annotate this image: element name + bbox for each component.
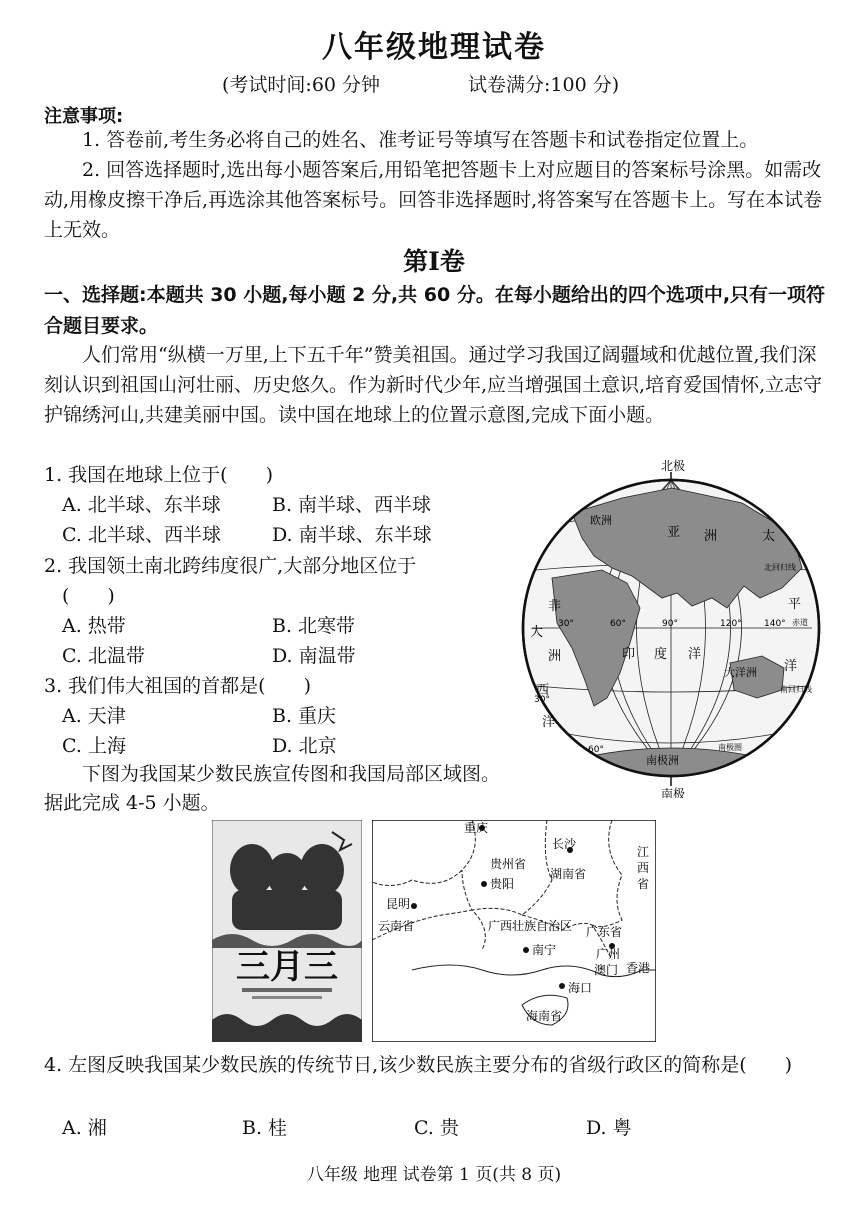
tropic-of-cancer-label: 北回归线 (764, 563, 796, 572)
hongkong-label: 香港 (626, 961, 651, 975)
page-title: 八年级地理试卷 (322, 30, 546, 65)
haikou-dot (559, 983, 565, 989)
guangzhou-label: 广州 (596, 947, 621, 961)
poster-title: 三月三 (236, 947, 338, 987)
indian-ocean-label-2: 度 (654, 647, 668, 662)
hainan-label: 海南省 (526, 1009, 563, 1023)
notice-item-1: 1. 答卷前,考生务必将自己的姓名、准考证号等填写在答题卡和试卷指定位置上。 (82, 129, 759, 151)
changsha-label: 长沙 (552, 837, 577, 851)
africa-label-2: 洲 (548, 649, 562, 664)
question-4-option-a: A. 湘 (62, 1117, 107, 1139)
question-4-option-c: C. 贵 (414, 1117, 459, 1139)
question-4-option-d: D. 粤 (586, 1117, 632, 1139)
question-2-option-a: A. 热带 (62, 615, 126, 637)
question-3-option-d: D. 北京 (272, 735, 337, 757)
europe-label: 欧洲 (590, 514, 612, 527)
longitude-120-label: 120° (720, 619, 742, 629)
guangdong-label: 广东省 (586, 925, 623, 939)
antarctica-label: 南极洲 (646, 754, 679, 767)
notice-heading: 注意事项: (44, 106, 124, 127)
atlantic-label-1: 大 (530, 625, 544, 640)
kunming-dot (411, 903, 417, 909)
haikou-label: 海口 (568, 981, 593, 995)
nanning-dot (523, 947, 529, 953)
guiyang-dot (481, 881, 487, 887)
question-4-stem: 4. 左图反映我国某少数民族的传统节日,该少数民族主要分布的省级行政区的简称是( ) (44, 1054, 793, 1076)
indian-ocean-label-1: 印 (622, 647, 636, 662)
jiangxi-label-part: 西 (637, 861, 650, 875)
pacific-label-1: 太 (762, 529, 776, 544)
question-1-option-c: C. 北半球、西半球 (62, 524, 221, 546)
jiangxi-label-part: 江 (637, 845, 650, 859)
africa-label-1: 非 (548, 599, 562, 614)
indian-ocean-label-3: 洋 (688, 647, 702, 662)
yunnan-label: 云南省 (378, 919, 415, 933)
question-2-option-c: C. 北温带 (62, 645, 145, 667)
exam-score: 试卷满分:100 分) (468, 74, 620, 96)
section-heading: 一、选择题:本题共 30 小题,每小题 2 分,共 60 分。在每小题给出的四个选项中,只有一项符合题目要求。 (44, 284, 826, 337)
question-1-option-a: A. 北半球、东半球 (62, 494, 221, 516)
question-3-option-b: B. 重庆 (272, 705, 337, 727)
south-pole-label: 南极 (661, 787, 686, 798)
page-footer: 八年级 地理 试卷第 1 页(共 8 页) (306, 1165, 562, 1185)
hunan-label: 湖南省 (550, 867, 587, 881)
longitude-60-label: 60° (610, 619, 626, 629)
question-3-stem: 3. 我们伟大祖国的首都是( ) (44, 675, 311, 697)
kunming-label: 昆明 (386, 897, 411, 911)
intro-questions-4-5: 下图为我国某少数民族宣传图和我国局部区域图。据此完成 4-5 小题。 (44, 763, 501, 814)
atlantic-label-2: 西 (536, 683, 550, 698)
question-2-option-b: B. 北寒带 (272, 615, 356, 637)
festival-poster (212, 820, 362, 1042)
asia-label-2: 洲 (704, 529, 718, 544)
question-1-stem: 1. 我国在地球上位于( ) (44, 464, 273, 486)
question-1-option-b: B. 南半球、西半球 (272, 494, 432, 516)
asia-label-1: 亚 (667, 525, 681, 540)
longitude-30-label: 30° (558, 619, 574, 629)
question-2-option-d: D. 南温带 (272, 645, 356, 667)
atlantic-label-3: 洋 (542, 715, 556, 730)
longitude-90-label: 90° (662, 619, 678, 629)
section-intro: 人们常用“纵横一万里,上下五千年”赞美祖国。通过学习我国辽阔疆域和优越位置,我们深刻认识到祖国山河壮丽、历史悠久。作为新时代少年,应当增强国土意识,培育爱国情怀,立志守护锦绣河山,共建美丽中国。读中国在地球上的位置示意图,完成下面小题。 (44, 344, 823, 426)
equator-label: 赤道 (792, 618, 808, 627)
globe-map (512, 458, 830, 798)
pacific-label-3: 洋 (784, 659, 798, 674)
antarctic-circle-label: 南极圈 (718, 743, 742, 752)
question-3-option-c: C. 上海 (62, 735, 126, 757)
latitude-30-label: 30° (534, 695, 550, 705)
question-3-option-a: A. 天津 (62, 705, 126, 727)
notice-item-2: 2. 回答选择题时,选出每小题答案后,用铅笔把答题卡上对应题目的答案标号涂黑。如需改动,用橡皮擦干净后,再选涂其他答案标号。回答非选择题时,将答案写在答题卡上。写在本试卷上无效。 (44, 159, 823, 241)
jiangxi-label-part: 省 (637, 877, 650, 891)
regional-map (372, 820, 656, 1042)
oceania-label: 大洋洲 (724, 666, 757, 679)
guizhou-label: 贵州省 (490, 857, 527, 871)
nanning-label: 南宁 (532, 943, 557, 957)
chongqing-label: 重庆 (464, 821, 489, 835)
longitude-140-label: 140° (764, 619, 786, 629)
guangxi-label: 广西壮族自治区 (488, 919, 573, 933)
exam-time: (考试时间:60 分钟 (222, 74, 381, 96)
question-1-option-d: D. 南半球、东半球 (272, 524, 432, 546)
figure-silhouette (230, 844, 274, 896)
volume-heading: 第Ⅰ卷 (403, 247, 465, 276)
pacific-label-2: 平 (788, 597, 802, 612)
guiyang-label: 贵阳 (490, 877, 515, 891)
question-2-stem: 2. 我国领土南北跨纬度很广,大部分地区位于 (44, 555, 417, 577)
north-pole-label: 北极 (661, 459, 686, 473)
question-4-option-b: B. 桂 (242, 1117, 288, 1139)
macao-label: 澳门 (594, 963, 619, 977)
tropic-of-capricorn-label: 南回归线 (780, 685, 812, 694)
question-2-paren: ( ) (62, 585, 115, 607)
cloud-pattern (212, 1014, 362, 1042)
latitude-60-label: 60° (588, 745, 604, 755)
